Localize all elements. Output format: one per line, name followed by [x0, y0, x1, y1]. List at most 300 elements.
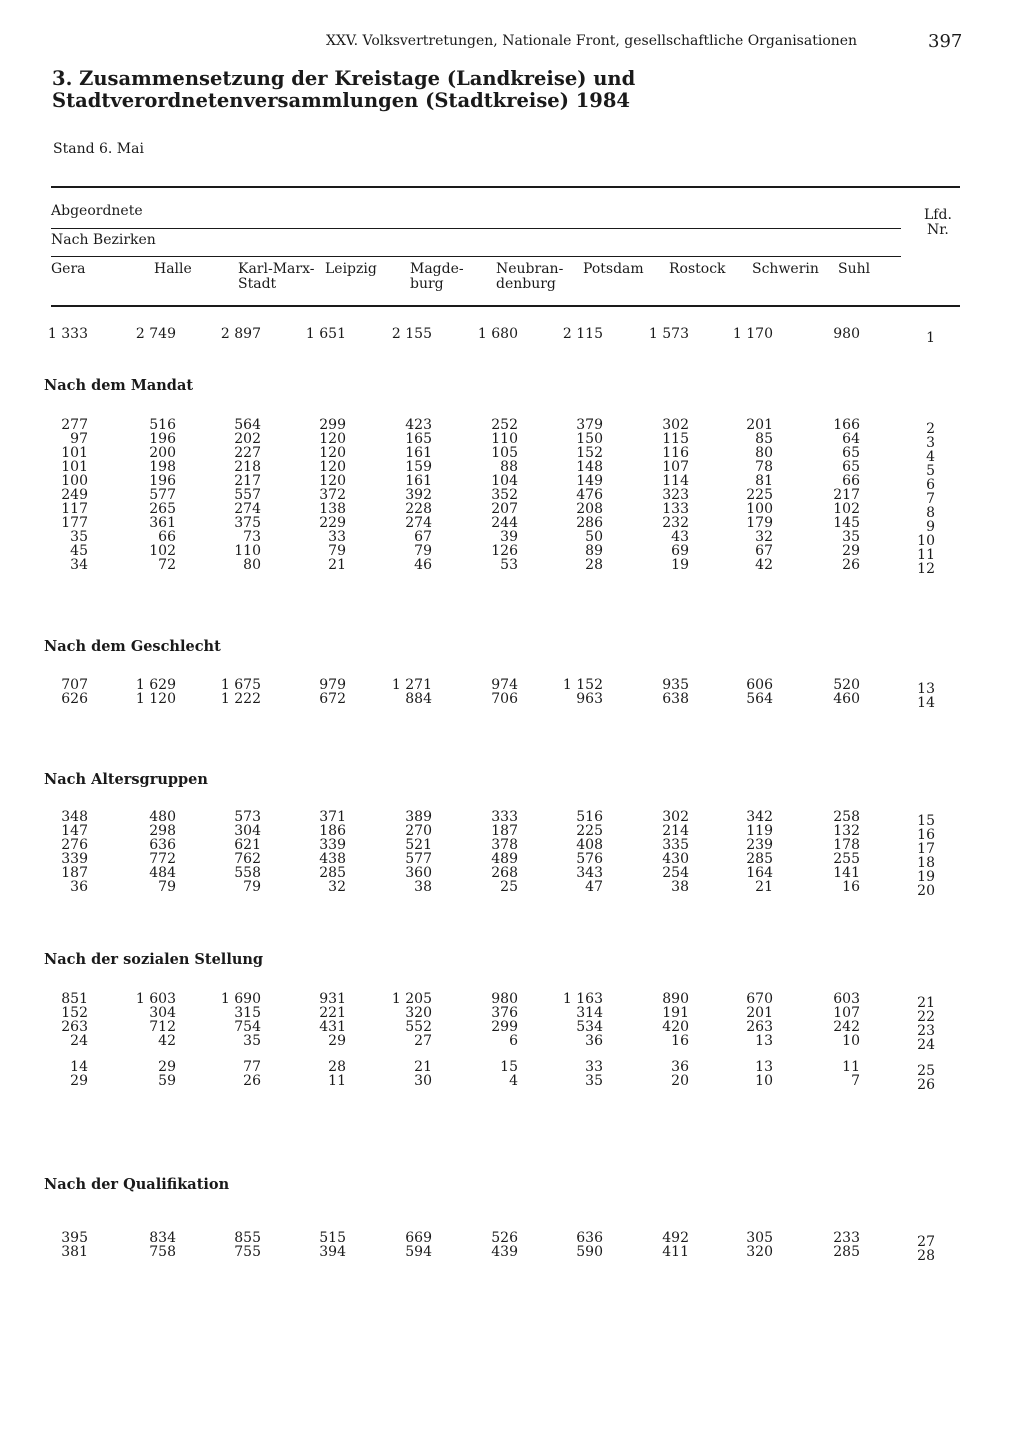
row-number: 28: [917, 1248, 935, 1264]
table-cell: 520: [833, 677, 860, 693]
table-cell: 114: [662, 473, 689, 489]
row-number: 24: [917, 1037, 935, 1053]
table-cell: 2 897: [220, 326, 261, 342]
table-cell: 89: [585, 543, 603, 559]
table-cell: 202: [234, 431, 261, 447]
table-cell: 107: [662, 459, 689, 475]
table-cell: 100: [746, 501, 773, 517]
table-cell: 376: [491, 1005, 518, 1021]
table-cell: 225: [576, 823, 603, 839]
table-cell: 149: [576, 473, 603, 489]
column-header-line1: Magde-: [410, 261, 464, 277]
table-cell: 159: [405, 459, 432, 475]
table-cell: 66: [842, 473, 860, 489]
table-cell: 10: [755, 1073, 773, 1089]
row-number: 5: [926, 463, 935, 479]
table-cell: 707: [61, 677, 88, 693]
table-cell: 672: [319, 691, 346, 707]
table-cell: 214: [662, 823, 689, 839]
table-cell: 25: [500, 879, 518, 895]
table-cell: 217: [833, 487, 860, 503]
table-cell: 320: [405, 1005, 432, 1021]
table-cell: 552: [405, 1019, 432, 1035]
table-cell: 884: [405, 691, 432, 707]
table-cell: 320: [746, 1244, 773, 1260]
table-cell: 218: [234, 459, 261, 475]
table-cell: 152: [61, 1005, 88, 1021]
table-cell: 274: [405, 515, 432, 531]
table-cell: 53: [500, 557, 518, 573]
table-cell: 636: [576, 1230, 603, 1246]
table-cell: 772: [149, 851, 176, 867]
table-cell: 29: [328, 1033, 346, 1049]
table-cell: 28: [328, 1059, 346, 1075]
table-cell: 138: [319, 501, 346, 517]
table-cell: 120: [319, 473, 346, 489]
table-cell: 145: [833, 515, 860, 531]
row-number: 6: [926, 477, 935, 493]
column-header-4: [410, 262, 464, 292]
table-cell: 430: [662, 851, 689, 867]
group-label: Nach Bezirken: [51, 232, 156, 248]
table-cell: 381: [61, 1244, 88, 1260]
table-cell: 186: [319, 823, 346, 839]
table-cell: 576: [576, 851, 603, 867]
table-cell: 557: [234, 487, 261, 503]
table-cell: 36: [585, 1033, 603, 1049]
table-cell: 980: [833, 326, 860, 342]
table-cell: 1 120: [135, 691, 176, 707]
table-cell: 67: [414, 529, 432, 545]
table-cell: 423: [405, 417, 432, 433]
table-cell: 1 675: [220, 677, 261, 693]
table-cell: 754: [234, 1019, 261, 1035]
table-cell: 268: [491, 865, 518, 881]
table-cell: 101: [61, 445, 88, 461]
row-number: 13: [917, 681, 935, 697]
row-number: 4: [926, 449, 935, 465]
table-cell: 166: [833, 417, 860, 433]
row-number: 1: [926, 330, 935, 346]
table-cell: 85: [755, 431, 773, 447]
row-number: 14: [917, 695, 935, 711]
column-header-line2: Stadt: [238, 276, 277, 292]
table-cell: 276: [61, 837, 88, 853]
stub-rule: [51, 228, 901, 229]
table-cell: 339: [319, 837, 346, 853]
table-cell: 69: [671, 543, 689, 559]
table-cell: 65: [842, 459, 860, 475]
table-cell: 1 680: [477, 326, 518, 342]
column-header-3: [325, 262, 377, 277]
table-cell: 299: [491, 1019, 518, 1035]
table-cell: 29: [842, 543, 860, 559]
row-number: 23: [917, 1023, 935, 1039]
table-cell: 339: [61, 851, 88, 867]
column-header-line2: burg: [410, 276, 444, 292]
table-cell: 201: [746, 1005, 773, 1021]
table-cell: 161: [405, 473, 432, 489]
table-cell: 1 333: [47, 326, 88, 342]
table-cell: 1 690: [220, 991, 261, 1007]
table-cell: 851: [61, 991, 88, 1007]
table-cell: 105: [491, 445, 518, 461]
table-cell: 32: [328, 879, 346, 895]
table-cell: 19: [671, 557, 689, 573]
table-cell: 221: [319, 1005, 346, 1021]
row-number: 8: [926, 505, 935, 521]
table-cell: 342: [746, 809, 773, 825]
table-cell: 100: [61, 473, 88, 489]
table-cell: 165: [405, 431, 432, 447]
table-cell: 11: [328, 1073, 346, 1089]
column-header-2: [238, 262, 314, 292]
row-number: 3: [926, 435, 935, 451]
table-cell: 255: [833, 851, 860, 867]
table-cell: 161: [405, 445, 432, 461]
table-cell: 762: [234, 851, 261, 867]
table-cell: 408: [576, 837, 603, 853]
table-cell: 420: [662, 1019, 689, 1035]
table-cell: 526: [491, 1230, 518, 1246]
table-cell: 38: [414, 879, 432, 895]
table-cell: 7: [851, 1073, 860, 1089]
page-number: 397: [928, 31, 963, 52]
table-cell: 81: [755, 473, 773, 489]
table-cell: 1 222: [220, 691, 261, 707]
table-cell: 16: [671, 1033, 689, 1049]
table-cell: 2 749: [135, 326, 176, 342]
column-header-line1: Neubran-: [496, 261, 564, 277]
table-cell: 13: [755, 1033, 773, 1049]
table-cell: 217: [234, 473, 261, 489]
table-cell: 20: [671, 1073, 689, 1089]
table-cell: 285: [746, 851, 773, 867]
section-heading: Nach dem Mandat: [44, 377, 194, 394]
table-cell: 33: [328, 529, 346, 545]
table-cell: 102: [149, 543, 176, 559]
table-cell: 16: [842, 879, 860, 895]
table-cell: 834: [149, 1230, 176, 1246]
table-cell: 304: [234, 823, 261, 839]
table-cell: 516: [149, 417, 176, 433]
table-cell: 564: [234, 417, 261, 433]
table-cell: 286: [576, 515, 603, 531]
table-cell: 1 205: [391, 991, 432, 1007]
table-cell: 979: [319, 677, 346, 693]
table-cell: 371: [319, 809, 346, 825]
table-cell: 59: [158, 1073, 176, 1089]
table-cell: 411: [662, 1244, 689, 1260]
table-cell: 249: [61, 487, 88, 503]
table-cell: 931: [319, 991, 346, 1007]
table-cell: 34: [70, 557, 88, 573]
table-cell: 1 163: [562, 991, 603, 1007]
table-cell: 228: [405, 501, 432, 517]
column-header-line1: Karl-Marx-: [238, 261, 315, 277]
table-cell: 225: [746, 487, 773, 503]
table-cell: 706: [491, 691, 518, 707]
row-number: 16: [917, 827, 935, 843]
table-cell: 1 152: [562, 677, 603, 693]
table-cell: 233: [833, 1230, 860, 1246]
group-rule: [51, 256, 901, 257]
column-header-line1: Schwerin: [752, 261, 819, 277]
table-cell: 35: [585, 1073, 603, 1089]
table-cell: 36: [70, 879, 88, 895]
table-cell: 29: [158, 1059, 176, 1075]
table-cell: 712: [149, 1019, 176, 1035]
table-cell: 1 651: [305, 326, 346, 342]
column-header-line1: Suhl: [838, 261, 871, 277]
table-cell: 484: [149, 865, 176, 881]
table-cell: 73: [243, 529, 261, 545]
table-cell: 252: [491, 417, 518, 433]
table-cell: 36: [671, 1059, 689, 1075]
table-cell: 333: [491, 809, 518, 825]
table-cell: 21: [755, 879, 773, 895]
table-cell: 117: [61, 501, 88, 517]
table-cell: 758: [149, 1244, 176, 1260]
table-cell: 492: [662, 1230, 689, 1246]
table-cell: 42: [755, 557, 773, 573]
table-cell: 45: [70, 543, 88, 559]
row-number: 12: [917, 561, 935, 577]
table-cell: 315: [234, 1005, 261, 1021]
table-cell: 285: [833, 1244, 860, 1260]
table-cell: 606: [746, 677, 773, 693]
table-cell: 133: [662, 501, 689, 517]
table-cell: 476: [576, 487, 603, 503]
row-number: 10: [917, 533, 935, 549]
table-cell: 258: [833, 809, 860, 825]
table-cell: 302: [662, 809, 689, 825]
table-cell: 177: [61, 515, 88, 531]
column-header-1: [154, 262, 192, 277]
table-cell: 179: [746, 515, 773, 531]
table-cell: 141: [833, 865, 860, 881]
table-cell: 521: [405, 837, 432, 853]
table-cell: 302: [662, 417, 689, 433]
table-cell: 227: [234, 445, 261, 461]
row-number: 22: [917, 1009, 935, 1025]
table-cell: 855: [234, 1230, 261, 1246]
table-cell: 35: [842, 529, 860, 545]
table-cell: 42: [158, 1033, 176, 1049]
table-cell: 13: [755, 1059, 773, 1075]
table-cell: 32: [755, 529, 773, 545]
table-cell: 431: [319, 1019, 346, 1035]
table-cell: 6: [509, 1033, 518, 1049]
table-cell: 147: [61, 823, 88, 839]
table-cell: 480: [149, 809, 176, 825]
row-number: 15: [917, 813, 935, 829]
table-cell: 97: [70, 431, 88, 447]
table-cell: 24: [70, 1033, 88, 1049]
column-header-5: [496, 262, 563, 292]
row-number: 20: [917, 883, 935, 899]
section-heading: Nach der Qualifikation: [44, 1176, 230, 1193]
table-cell: 67: [755, 543, 773, 559]
column-header-line2: denburg: [496, 276, 556, 292]
table-cell: 515: [319, 1230, 346, 1246]
table-cell: 4: [509, 1073, 518, 1089]
table-cell: 207: [491, 501, 518, 517]
table-cell: 594: [405, 1244, 432, 1260]
row-number: 19: [917, 869, 935, 885]
table-cell: 974: [491, 677, 518, 693]
table-cell: 187: [61, 865, 88, 881]
table-cell: 375: [234, 515, 261, 531]
table-cell: 980: [491, 991, 518, 1007]
table-cell: 110: [491, 431, 518, 447]
table-cell: 343: [576, 865, 603, 881]
table-cell: 669: [405, 1230, 432, 1246]
table-cell: 72: [158, 557, 176, 573]
table-cell: 314: [576, 1005, 603, 1021]
column-header-line1: Leipzig: [325, 261, 377, 277]
table-cell: 88: [500, 459, 518, 475]
row-number: 7: [926, 491, 935, 507]
table-cell: 361: [149, 515, 176, 531]
table-cell: 298: [149, 823, 176, 839]
table-cell: 201: [746, 417, 773, 433]
table-cell: 79: [158, 879, 176, 895]
table-cell: 963: [576, 691, 603, 707]
table-cell: 164: [746, 865, 773, 881]
row-number: 18: [917, 855, 935, 871]
table-cell: 38: [671, 879, 689, 895]
table-cell: 242: [833, 1019, 860, 1035]
table-cell: 577: [405, 851, 432, 867]
table-cell: 116: [662, 445, 689, 461]
table-cell: 263: [61, 1019, 88, 1035]
column-header-line1: Potsdam: [583, 261, 644, 277]
table-cell: 21: [328, 557, 346, 573]
table-cell: 626: [61, 691, 88, 707]
table-cell: 120: [319, 431, 346, 447]
column-header-8: [752, 262, 819, 277]
table-cell: 573: [234, 809, 261, 825]
table-cell: 208: [576, 501, 603, 517]
column-header-7: [669, 262, 726, 277]
table-cell: 150: [576, 431, 603, 447]
table-cell: 29: [70, 1073, 88, 1089]
table-cell: 372: [319, 487, 346, 503]
table-cell: 78: [755, 459, 773, 475]
table-cell: 126: [491, 543, 518, 559]
row-number: 21: [917, 995, 935, 1011]
column-header-line1: Gera: [51, 261, 86, 277]
table-cell: 638: [662, 691, 689, 707]
table-cell: 323: [662, 487, 689, 503]
lfd-label: Lfd.: [924, 207, 952, 223]
column-header-6: [583, 262, 644, 277]
table-cell: 178: [833, 837, 860, 853]
row-number: 17: [917, 841, 935, 857]
table-cell: 670: [746, 991, 773, 1007]
table-cell: 360: [405, 865, 432, 881]
column-header-9: [838, 262, 870, 277]
row-number: 2: [926, 421, 935, 437]
table-cell: 35: [70, 529, 88, 545]
table-cell: 102: [833, 501, 860, 517]
table-cell: 39: [500, 529, 518, 545]
table-cell: 305: [746, 1230, 773, 1246]
table-cell: 558: [234, 865, 261, 881]
table-cell: 1 603: [135, 991, 176, 1007]
table-cell: 395: [61, 1230, 88, 1246]
table-cell: 132: [833, 823, 860, 839]
table-cell: 379: [576, 417, 603, 433]
table-cell: 534: [576, 1019, 603, 1035]
section-heading: Nach dem Geschlecht: [44, 638, 221, 655]
column-header-line1: Rostock: [669, 261, 726, 277]
table-cell: 263: [746, 1019, 773, 1035]
table-cell: 265: [149, 501, 176, 517]
table-cell: 439: [491, 1244, 518, 1260]
table-cell: 1 271: [391, 677, 432, 693]
table-cell: 352: [491, 487, 518, 503]
row-number: 27: [917, 1234, 935, 1250]
table-cell: 348: [61, 809, 88, 825]
table-cell: 64: [842, 431, 860, 447]
table-cell: 304: [149, 1005, 176, 1021]
table-cell: 50: [585, 529, 603, 545]
table-cell: 14: [70, 1059, 88, 1075]
top-rule: [51, 186, 960, 188]
table-cell: 27: [414, 1033, 432, 1049]
table-title: 3. Zusammensetzung der Kreistage (Landkreise) und Stadtverordnetenversammlungen (Stadtkreise) 1984: [52, 67, 636, 112]
table-cell: 80: [243, 557, 261, 573]
row-number: 25: [917, 1063, 935, 1079]
table-cell: 577: [149, 487, 176, 503]
table-cell: 26: [243, 1073, 261, 1089]
table-cell: 270: [405, 823, 432, 839]
table-cell: 285: [319, 865, 346, 881]
table-cell: 389: [405, 809, 432, 825]
table-cell: 277: [61, 417, 88, 433]
table-cell: 80: [755, 445, 773, 461]
running-header: XXV. Volksvertretungen, Nationale Front, gesellschaftliche Organisationen: [326, 33, 858, 49]
table-cell: 392: [405, 487, 432, 503]
table-cell: 590: [576, 1244, 603, 1260]
table-cell: 438: [319, 851, 346, 867]
table-cell: 47: [585, 879, 603, 895]
table-cell: 101: [61, 459, 88, 475]
table-cell: 460: [833, 691, 860, 707]
table-cell: 11: [842, 1059, 860, 1075]
row-number: 26: [917, 1077, 935, 1093]
table-cell: 603: [833, 991, 860, 1007]
table-cell: 79: [414, 543, 432, 559]
table-cell: 104: [491, 473, 518, 489]
column-header-0: [51, 262, 86, 277]
table-cell: 187: [491, 823, 518, 839]
table-cell: 107: [833, 1005, 860, 1021]
table-cell: 152: [576, 445, 603, 461]
table-cell: 26: [842, 557, 860, 573]
table-cell: 46: [414, 557, 432, 573]
stand-date: Stand 6. Mai: [53, 141, 144, 157]
table-cell: 33: [585, 1059, 603, 1075]
table-cell: 79: [328, 543, 346, 559]
table-cell: 516: [576, 809, 603, 825]
table-cell: 254: [662, 865, 689, 881]
table-cell: 28: [585, 557, 603, 573]
table-cell: 489: [491, 851, 518, 867]
table-cell: 30: [414, 1073, 432, 1089]
